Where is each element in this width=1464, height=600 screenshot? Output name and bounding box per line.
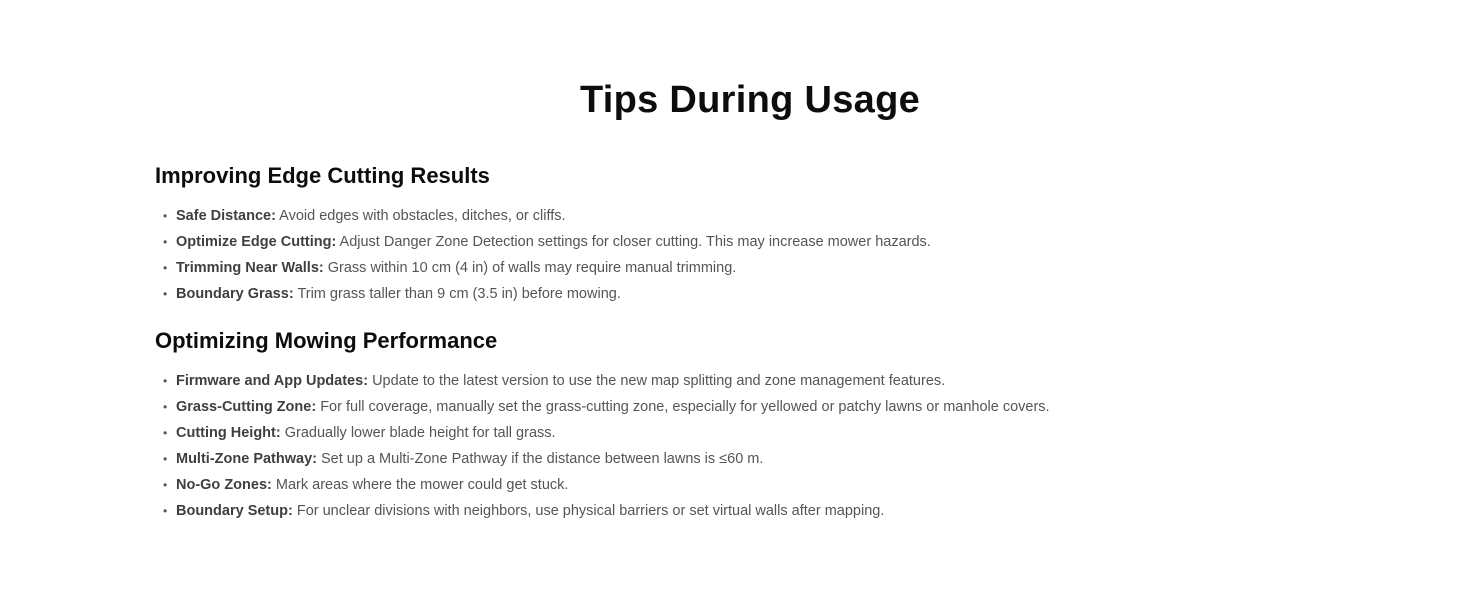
- list-item: [155, 229, 1355, 255]
- tip-term: Trimming Near Walls:: [176, 260, 324, 276]
- tip-text: For unclear divisions with neighbors, use physical barriers or set virtual walls after mapping.: [296, 503, 885, 519]
- tip-term: Optimize Edge Cutting:: [176, 234, 337, 250]
- section-heading: Improving Edge Cutting Results: [155, 163, 490, 188]
- page-title: Tips During Usage: [579, 79, 921, 121]
- bullet-icon: •: [163, 374, 168, 388]
- tip-term: Boundary Setup:: [176, 503, 293, 519]
- tip-text: Avoid edges with obstacles, ditches, or cliffs.: [279, 208, 566, 224]
- bullet-icon: •: [163, 426, 168, 440]
- tip-term: Boundary Grass:: [176, 286, 294, 302]
- list-item: [155, 368, 1355, 394]
- bullet-icon: •: [163, 504, 168, 518]
- tip-term: Firmware and App Updates:: [176, 373, 369, 389]
- section-mowing-performance: [155, 326, 1355, 524]
- bullet-icon: •: [163, 478, 168, 492]
- tip-text: Set up a Multi-Zone Pathway if the distance between lawns is ≤60 m.: [321, 451, 764, 467]
- tip-text: For full coverage, manually set the grass-cutting zone, especially for yellowed or patchy lawns or manhole covers.: [320, 399, 1050, 415]
- list-item: [155, 498, 1355, 524]
- tip-term: No-Go Zones:: [176, 477, 272, 493]
- list-item: [155, 446, 1355, 472]
- bullet-icon: •: [163, 400, 168, 414]
- bullet-icon: •: [163, 452, 168, 466]
- list-item: [155, 394, 1355, 420]
- tip-text: Update to the latest version to use the new map splitting and zone management features.: [372, 373, 946, 389]
- list-item: [155, 281, 1355, 307]
- tip-text: Gradually lower blade height for tall grass.: [284, 425, 556, 441]
- tip-term: Safe Distance:: [176, 208, 276, 224]
- tip-text: Grass within 10 cm (4 in) of walls may require manual trimming.: [327, 260, 737, 276]
- tip-term: Grass-Cutting Zone:: [176, 399, 317, 415]
- tip-text: Adjust Danger Zone Detection settings for closer cutting. This may increase mower hazards.: [339, 234, 931, 250]
- list-item: [155, 472, 1355, 498]
- tip-term: Multi-Zone Pathway:: [176, 451, 317, 467]
- bullet-icon: •: [163, 209, 168, 223]
- bullet-icon: •: [163, 235, 168, 249]
- section-heading: Optimizing Mowing Performance: [155, 328, 498, 353]
- tip-list: [155, 368, 1355, 524]
- list-item: [155, 203, 1355, 229]
- list-item: [155, 255, 1355, 281]
- tip-text: Mark areas where the mower could get stuck.: [275, 477, 569, 493]
- tip-list: [155, 203, 1355, 307]
- bullet-icon: •: [163, 261, 168, 275]
- list-item: [155, 420, 1355, 446]
- bullet-icon: •: [163, 287, 168, 301]
- tip-term: Cutting Height:: [176, 425, 281, 441]
- tip-text: Trim grass taller than 9 cm (3.5 in) before mowing.: [297, 286, 621, 302]
- section-edge-cutting: [155, 161, 1355, 307]
